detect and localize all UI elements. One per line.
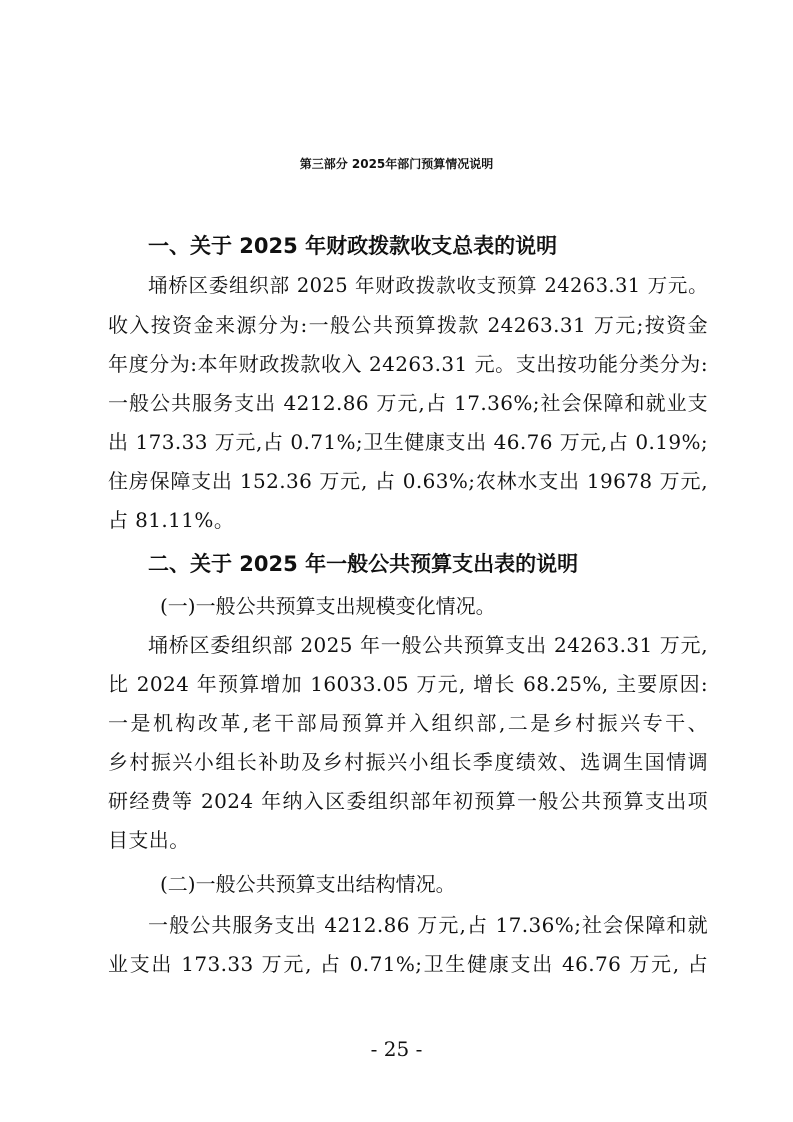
- section-2-heading: 二、关于 2025 年一般公共预算支出表的说明: [148, 552, 579, 576]
- section-1-line-7: 占 81.11%。: [108, 508, 235, 532]
- section-2-para-1-line-2: 比 2024 年预算增加 16033.05 万元, 增长 68.25%, 主要原因:: [108, 672, 708, 696]
- section-1-line-1: 埇桥区委组织部 2025 年财政拨款收支预算 24263.31 万元。: [148, 274, 708, 297]
- page-title: 第三部分 2025年部门预算情况说明: [299, 157, 494, 171]
- section-2-para-2-line-1: 一般公共服务支出 4212.86 万元,占 17.36%;社会保障和就: [148, 913, 708, 937]
- section-1-line-6: 住房保障支出 152.36 万元, 占 0.63%;农林水支出 19678 万元,: [108, 469, 708, 493]
- section-2-para-2-line-2: 业支出 173.33 万元, 占 0.71%;卫生健康支出 46.76 万元, 占: [108, 952, 708, 976]
- section-1-line-2: 收入按资金来源分为:一般公共预算拨款 24263.31 万元;按资金: [108, 313, 708, 337]
- section-2-para-1-line-1: 埇桥区委组织部 2025 年一般公共预算支出 24263.31 万元,: [148, 633, 708, 657]
- section-1-heading: 一、关于 2025 年财政拨款收支总表的说明: [148, 234, 558, 258]
- page-number: - 25 -: [370, 1037, 423, 1061]
- section-2-para-1-line-4: 乡村振兴小组长补助及乡村振兴小组长季度绩效、选调生国情调: [108, 750, 708, 774]
- section-2-subheading-2: (二)一般公共预算支出结构情况。: [160, 872, 456, 896]
- section-2-para-1-line-6: 目支出。: [108, 828, 190, 852]
- section-1-line-5: 出 173.33 万元,占 0.71%;卫生健康支出 46.76 万元,占 0.19%;: [108, 430, 708, 454]
- section-2-subheading-1: (一)一般公共预算支出规模变化情况。: [160, 594, 496, 618]
- section-1-line-4: 一般公共服务支出 4212.86 万元,占 17.36%;社会保障和就业支: [108, 391, 708, 415]
- section-1-line-3: 年度分为:本年财政拨款收入 24263.31 元。支出按功能分类分为:: [108, 352, 708, 376]
- section-2-para-1-line-5: 研经费等 2024 年纳入区委组织部年初预算一般公共预算支出项: [108, 789, 708, 813]
- section-2-para-1-line-3: 一是机构改革,老干部局预算并入组织部,二是乡村振兴专干、: [108, 711, 708, 735]
